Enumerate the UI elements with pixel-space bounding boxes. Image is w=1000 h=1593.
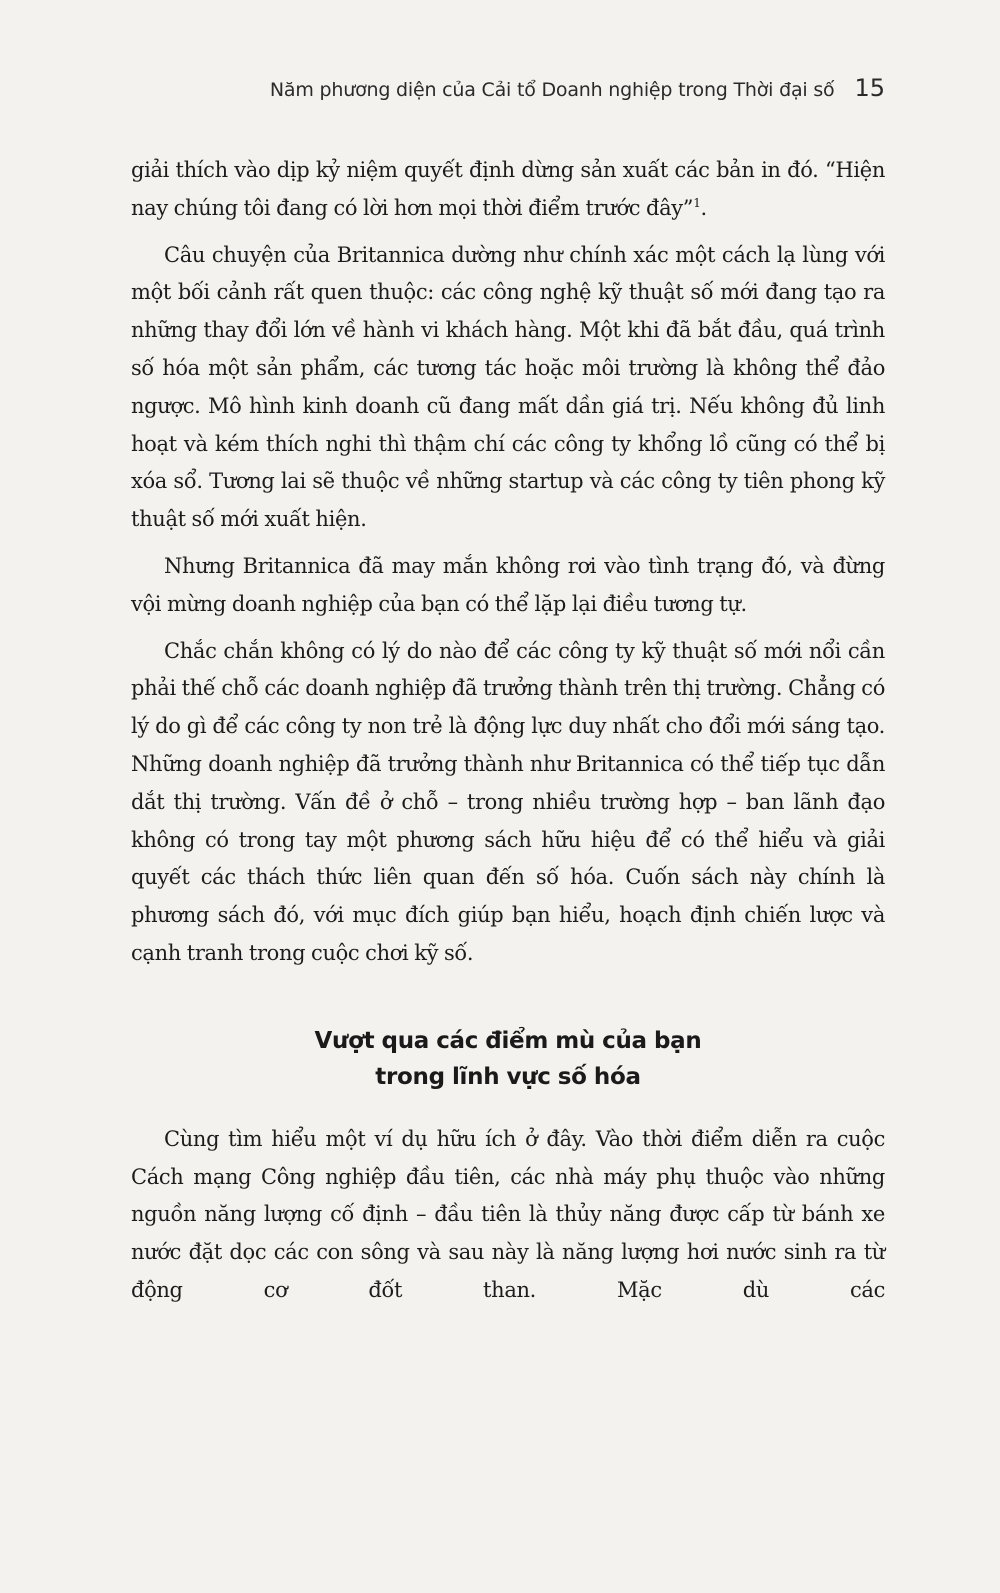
running-head-title: Năm phương diện của Cải tổ Doanh nghiệp trong Thời đại số [269, 79, 835, 101]
paragraph-continued [131, 152, 885, 228]
paragraph-text: giải thích vào dịp kỷ niệm quyết định dừng sản xuất các bản in đó. “Hiện nay chúng tôi đang có lời hơn mọi thời điểm trước đây” [131, 158, 885, 220]
page-number: 15 [854, 74, 885, 102]
running-head [270, 74, 885, 102]
paragraph-text-end: . [700, 195, 707, 220]
section-heading-line-2: trong lĩnh vực số hóa [375, 1063, 641, 1090]
paragraph: Câu chuyện của Britannica dường như chính xác một cách lạ lùng với một bối cảnh rất quen thuộc: các công nghệ kỹ thuật số mới đang tạo ra những thay đổi lớn về hành vi khách hàng. Một khi đã bắt đầu, quá trình số hóa một sản phẩm, các tương tác hoặc môi trường là không thể đảo ngược. Mô hình kinh doanh cũ đang mất dần giá trị. Nếu không đủ linh hoạt và kém thích nghi thì thậm chí các công ty khổng lồ cũng có thể bị xóa sổ. Tương lai sẽ thuộc về những startup và các công ty tiên phong kỹ thuật số mới xuất hiện. [131, 242, 885, 532]
footnote-marker: 1 [693, 195, 701, 210]
section-heading-line-1: Vượt qua các điểm mù của bạn [314, 1027, 702, 1054]
section-heading [131, 1023, 885, 1095]
section-paragraph: Cùng tìm hiểu một ví dụ hữu ích ở đây. Vào thời điểm diễn ra cuộc Cách mạng Công nghiệp đầu tiên, các nhà máy phụ thuộc vào những nguồn năng lượng cố định – đầu tiên là thủy năng được cấp từ bánh xe nước đặt dọc các con sông và sau này là năng lượng hơi nước sinh ra từ động cơ đốt than. Mặc dù các [131, 1126, 885, 1302]
paragraph: Chắc chắn không có lý do nào để các công ty kỹ thuật số mới nổi cần phải thế chỗ các doanh nghiệp đã trưởng thành trên thị trường. Chẳng có lý do gì để các công ty non trẻ là động lực duy nhất cho đổi mới sáng tạo. Những doanh nghiệp đã trưởng thành như Britannica có thể tiếp tục dẫn dắt thị trường. Vấn đề ở chỗ – trong nhiều trường hợp – ban lãnh đạo không có trong tay một phương sách hữu hiệu để có thể hiểu và giải quyết các thách thức liên quan đến số hóa. Cuốn sách này chính là phương sách đó, với mục đích giúp bạn hiểu, hoạch định chiến lược và cạnh tranh trong cuộc chơi kỹ số. [131, 638, 885, 965]
body-text [131, 152, 885, 1319]
paragraph: Nhưng Britannica đã may mắn không rơi vào tình trạng đó, và đừng vội mừng doanh nghiệp của bạn có thể lặp lại điều tương tự. [131, 553, 885, 616]
